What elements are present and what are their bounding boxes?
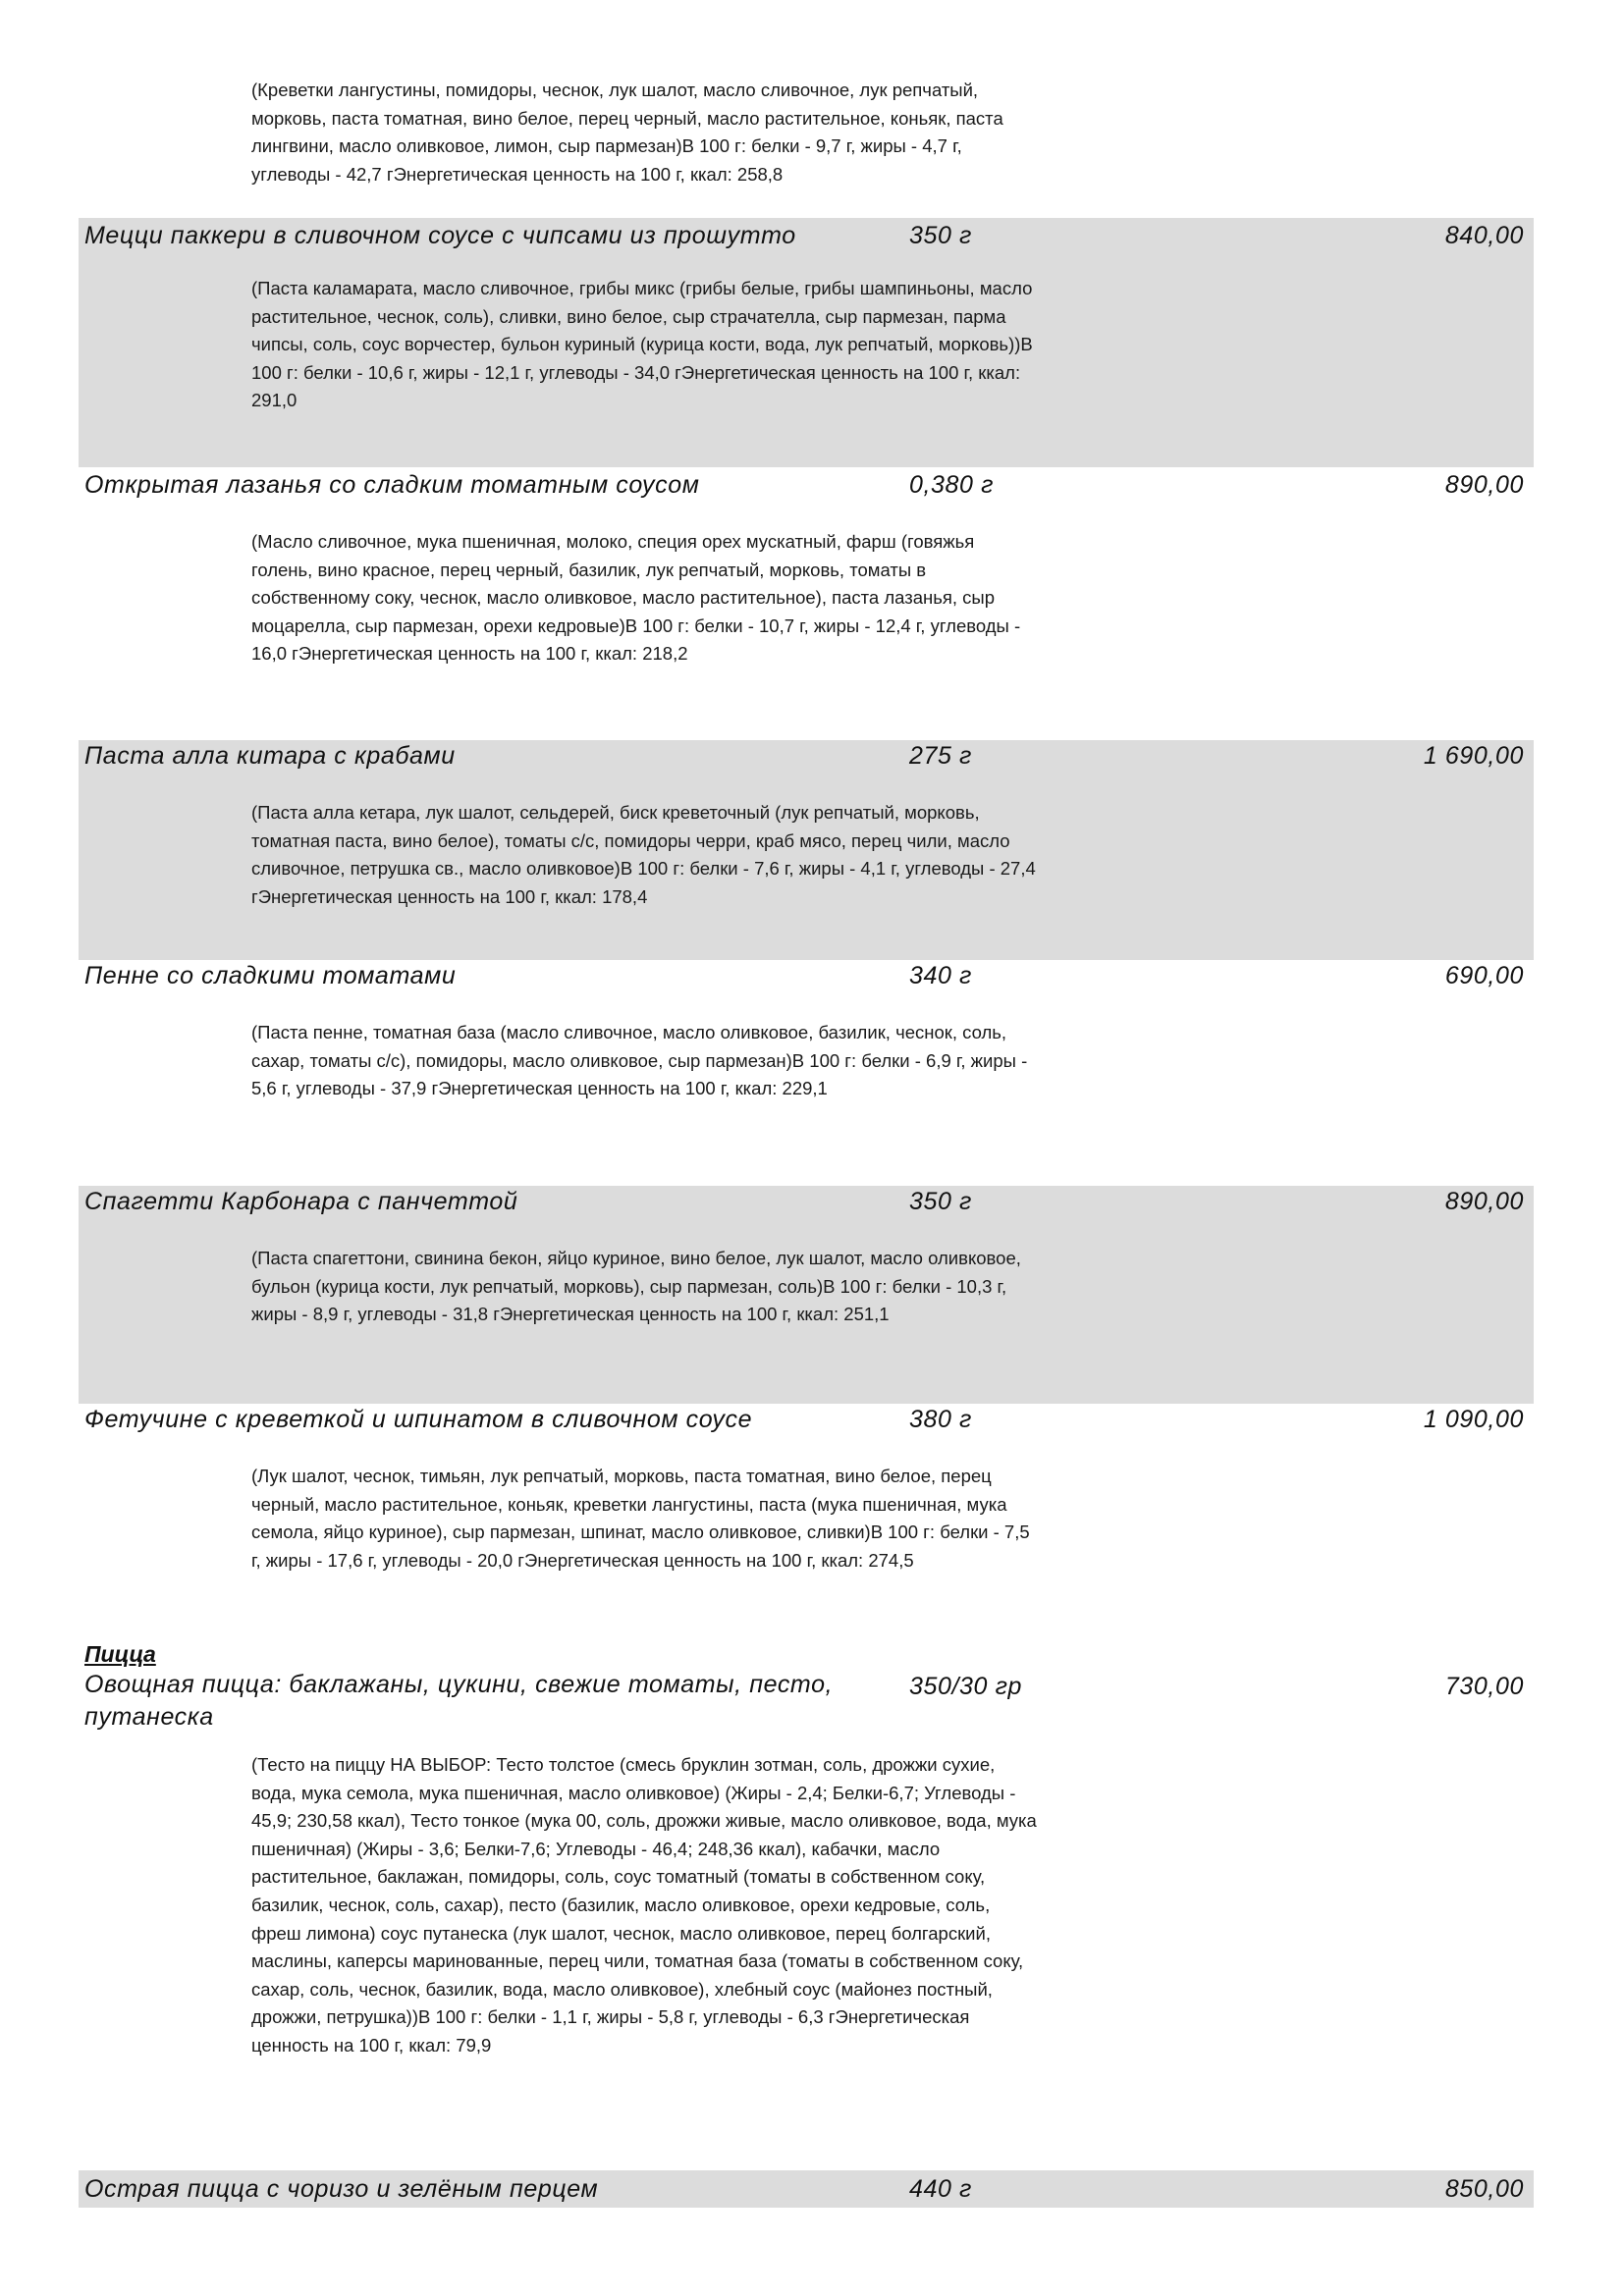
item-weight: 440 г (909, 2175, 972, 2203)
item-weight: 0,380 г (909, 471, 995, 499)
item-description: (Паста спагеттони, свинина бекон, яйцо куриное, вино белое, лук шалот, масло оливковое, бульон (курица кости, лук репчатый, морковь), сыр пармезан, соль)В 100 г: белки - 10,3 г, жиры - 8,9 г, углеводы - 31,8 гЭнергетическая ценность на 100 г, ккал: 251,1 (251, 1248, 1021, 1325)
item-price: 890,00 (1444, 471, 1524, 499)
item-name: Открытая лазанья со сладким томатным соусом (84, 471, 700, 499)
item-price: 1 690,00 (1423, 742, 1524, 770)
item-price: 890,00 (1444, 1188, 1524, 1215)
item-weight: 350/30 гр (909, 1673, 1023, 1700)
item-description: (Паста пенне, томатная база (масло сливочное, масло оливковое, базилик, чеснок, соль, сахар, томаты с/с), помидоры, масло оливковое, сыр пармезан)В 100 г: белки - 6,9 г, жиры - 5,6 г, углеводы - 37,9 гЭнергетическая ценность на 100 г, ккал: 229,1 (251, 1022, 1028, 1099)
item-weight: 350 г (909, 1188, 972, 1215)
item-description: (Тесто на пиццу НА ВЫБОР: Тесто толстое (смесь бруклин зотман, соль, дрожжи сухие, вода, мука семола, мука пшеничная, масло оливковое) (Жиры - 2,4; Белки-6,7; Углеводы - 45,9; 230,58 ккал), Тесто тонкое (мука 00, соль, дрожжи живые, масло оливковое, вода, мука пшеничная) (Жиры - 3,6; Белки-7,6; Углеводы - 46,4; 248,36 ккал), кабачки, масло растительное, баклажан, помидоры, соль, соус томатный (томаты в собственном соку, базилик, чеснок, соль, сахар), песто (базилик, масло оливковое, орехи кедровые, соль, фреш лимона) соус путанеска (лук шалот, чеснок, масло оливковое, перец болгарский, маслины, каперсы маринованные, перец чили, томатная база (томаты в собственном соку, сахар, соль, чеснок, базилик, вода, масло оливковое), хлебный соус (майонез постный, дрожжи, петрушка))В 100 г: белки - 1,1 г, жиры - 5,8 г, углеводы - 6,3 гЭнергетическая ценность на 100 г, ккал: 79,9 (251, 1754, 1037, 2056)
item-price: 730,00 (1444, 1673, 1524, 1700)
item-description: (Паста каламарата, масло сливочное, грибы микс (грибы белые, грибы шампиньоны, масло растительное, чеснок, соль), сливки, вино белое, сыр страчателла, сыр пармезан, парма чипсы, соль, соус ворчестер, бульон куриный (курица кости, вода, лук репчатый, морковь))В 100 г: белки - 10,6 г, жиры - 12,1 г, углеводы - 34,0 гЭнергетическая ценность на 100 г, ккал: 291,0 (251, 278, 1033, 411)
item-price: 840,00 (1444, 222, 1524, 249)
item-name: Овощная пицца: баклажаны, цукини, свежие томаты, песто, путанеска (84, 1671, 834, 1731)
item-name: Спагетти Карбонара с панчеттой (84, 1188, 518, 1215)
item-description: (Креветки лангустины, помидоры, чеснок, лук шалот, масло сливочное, лук репчатый, морковь, паста томатная, вино белое, перец черный, масло растительное, коньяк, паста лингвини, масло оливковое, лимон, сыр пармезан)В 100 г: белки - 9,7 г, жиры - 4,7 г, углеводы - 42,7 гЭнергетическая ценность на 100 г, ккал: 258,8 (251, 80, 1003, 185)
item-weight: 350 г (909, 222, 972, 249)
item-description: (Масло сливочное, мука пшеничная, молоко, специя орех мускатный, фарш (говяжья голень, вино красное, перец черный, базилик, лук репчатый, морковь, томаты в собственному соку, чеснок, масло оливковое, масло растительное), паста лазанья, сыр моцарелла, сыр пармезан, орехи кедровые)В 100 г: белки - 10,7 г, жиры - 12,4 г, углеводы - 16,0 гЭнергетическая ценность на 100 г, ккал: 218,2 (251, 531, 1021, 665)
item-name: Пенне со сладкими томатами (84, 962, 457, 989)
item-name: Паста алла китара с крабами (84, 742, 456, 770)
item-price: 1 090,00 (1423, 1406, 1524, 1433)
item-description: (Лук шалот, чеснок, тимьян, лук репчатый, морковь, паста томатная, вино белое, перец черный, масло растительное, коньяк, креветки лангустины, паста (мука пшеничная, мука семола, яйцо куриное), сыр пармезан, шпинат, масло оливковое, сливки)В 100 г: белки - 7,5 г, жиры - 17,6 г, углеводы - 20,0 гЭнергетическая ценность на 100 г, ккал: 274,5 (251, 1466, 1030, 1571)
item-price: 690,00 (1444, 962, 1524, 989)
section-heading: Пицца (84, 1641, 156, 1667)
item-weight: 380 г (909, 1406, 972, 1433)
item-description: (Паста алла кетара, лук шалот, сельдерей, биск креветочный (лук репчатый, морковь, томатная паста, вино белое), томаты с/с, помидоры черри, краб мясо, перец чили, масло сливочное, петрушка св., масло оливковое)В 100 г: белки - 7,6 г, жиры - 4,1 г, углеводы - 27,4 гЭнергетическая ценность на 100 г, ккал: 178,4 (251, 802, 1036, 907)
item-name: Фетучине с креветкой и шпинатом в сливочном соусе (84, 1406, 753, 1433)
item-weight: 275 г (909, 742, 972, 770)
item-name: Мецци паккери в сливочном соусе с чипсами из прошутто (84, 222, 796, 249)
item-weight: 340 г (909, 962, 972, 989)
item-name: Острая пицца с чоризо и зелёным перцем (84, 2175, 599, 2203)
item-price: 850,00 (1444, 2175, 1524, 2203)
